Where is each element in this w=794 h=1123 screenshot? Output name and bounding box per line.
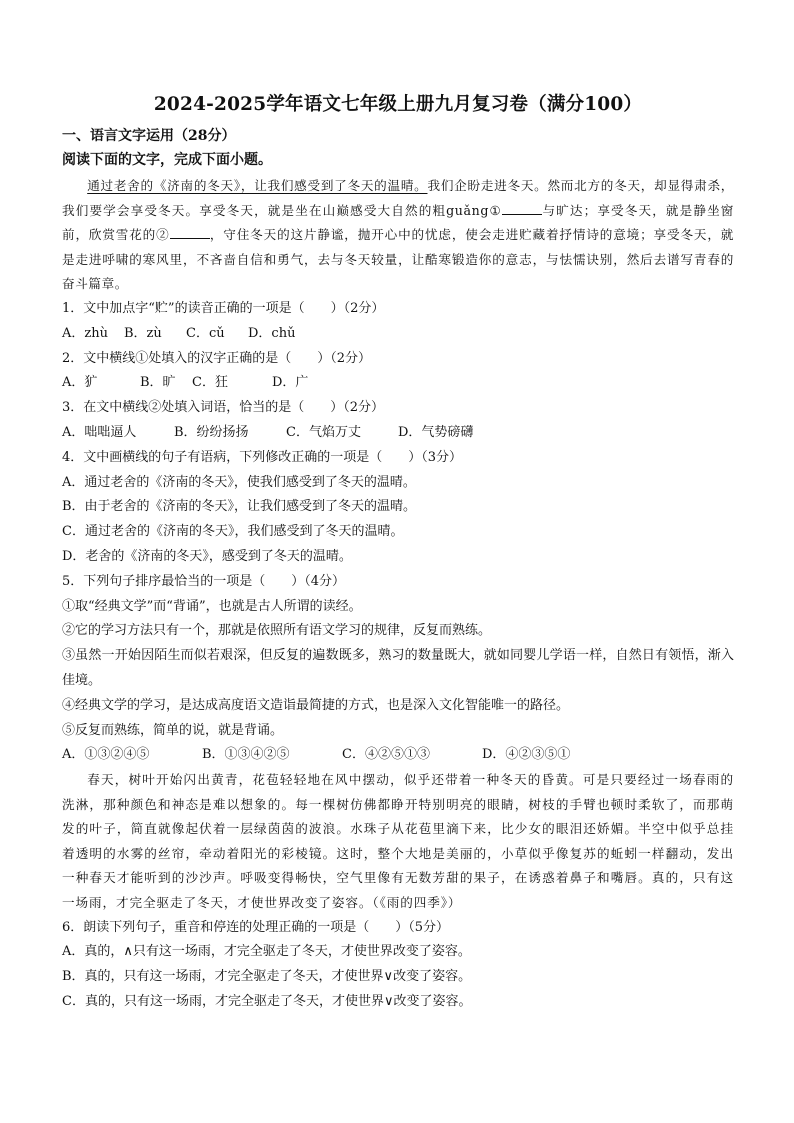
option-a: A．zhù (62, 325, 108, 341)
sentence-item: ①取“经典文学”而“背诵”，也就是古人所谓的读经。 (62, 598, 362, 614)
option-a: A．真的，∧只有这一场雨，才完全驱走了冬天，才使世界改变了姿容。 (62, 944, 471, 960)
option-b: B．真的，只有这一场雨，才完全驱走了冬天，才使世界∨改变了姿容。 (62, 969, 472, 985)
reading-passage-1 (62, 174, 734, 297)
question-2-options (62, 371, 734, 396)
option-a: A．①③②④⑤ (62, 747, 150, 763)
question-1-stem: 1．文中加点字“贮”的读音正确的一项是（ ）（2分） (62, 300, 385, 316)
option-c: C．真的，只有这一场雨，才完全驱走了冬天，才使世界∨改变了姿容。 (62, 994, 472, 1010)
option-c: C．狂 (192, 375, 228, 391)
reading-instruction: 阅读下面的文字，完成下面小题。 (62, 152, 272, 168)
sentence-item: ④经典文学的学习，是达成高度语文造诣最简捷的方式，也是深入文化智能唯一的路径。 (62, 697, 570, 713)
question-6-stem: 6．朗读下列句子，重音和停连的处理正确的一项是（ ）（5分） (62, 919, 450, 935)
section-heading: 一、语言文字运用（28分） (62, 128, 236, 144)
exam-page (62, 92, 734, 1015)
option-c: C．通过老舍的《济南的冬天》，我们感受到了冬天的温晴。 (62, 524, 404, 540)
question-3-options (62, 421, 734, 446)
option-b: B．①③④②⑤ (202, 747, 290, 763)
option-d: D．chǔ (248, 325, 296, 341)
option-b: B．zù (124, 325, 162, 341)
option-b: B．纷纷扬扬 (174, 424, 249, 440)
option-c: C．④②⑤①③ (342, 747, 430, 763)
option-d: D．④②③⑤① (482, 747, 571, 763)
question-2-stem: 2．文中横线①处填入的汉字正确的是（ ）（2分） (62, 350, 372, 366)
sentence-item: ②它的学习方法只有一个，那就是依照所有语文学习的规律，反复而熟练。 (62, 623, 492, 639)
option-d: D．广 (272, 375, 309, 391)
question-1-options (62, 322, 734, 347)
passage-text: ，守住冬天的这片静谧，抛开心中的忧虑，使会走进贮藏着抒情诗的意境；享受冬天，就是走进呼啸的寒风里，不吝啬自信和勇气，去与冬天较量，让酷寒锻造你的意志，与怯懦诀别，然后去谱写青春的奋斗篇章。 (62, 227, 734, 292)
question-5-stem: 5．下列句子排序最恰当的一项是（ ）（4分） (62, 573, 346, 589)
option-a: A．咄咄逼人 (62, 424, 137, 440)
question-4-stem: 4．文中画横线的句子有语病，下列修改正确的一项是（ ）（3分） (62, 449, 463, 465)
option-a: A．犷 (62, 375, 98, 391)
option-b: B．由于老舍的《济南的冬天》，让我们感受到了冬天的温晴。 (62, 499, 417, 515)
sentence-item: ⑤反复而熟练，简单的说，就是背诵。 (62, 722, 284, 738)
underlined-sentence: 通过老舍的《济南的冬天》，让我们感受到了冬天的温晴。 (87, 178, 428, 193)
option-d: D．老舍的《济南的冬天》，感受到了冬天的温晴。 (62, 548, 352, 564)
passage-text: 我们企盼走进冬天。然而北方的冬天，却显得肃杀，我们要学会享受冬天。享受冬天，就是坐在山巅感受大自然的粗guǎng① (62, 178, 734, 218)
blank-2 (170, 224, 210, 239)
exam-title: 2024-2025学年语文七年级上册九月复习卷（满分100） (153, 94, 643, 115)
passage-text: 与旷达；享受冬天，就是静坐窗前，欣赏雪花的② (62, 202, 735, 243)
question-3-stem: 3．在文中横线②处填入词语，恰当的是（ ）（2分） (62, 400, 385, 416)
option-d: D．气势磅礴 (398, 424, 474, 440)
option-a: A．通过老舍的《济南的冬天》，使我们感受到了冬天的温晴。 (62, 474, 416, 490)
option-c: C．气焰万丈 (286, 424, 361, 440)
sentence-item: ③虽然一开始因陌生而似若艰深，但反复的遍数既多，熟习的数量既大，就如同婴儿学语一样，自然日有领悟，渐入佳境。 (62, 648, 734, 688)
blank-1 (502, 200, 542, 215)
option-b: B．旷 (140, 375, 176, 391)
option-c: C．cǔ (186, 325, 225, 341)
question-5-options (62, 743, 734, 768)
reading-passage-2: 春天，树叶开始闪出黄青，花苞轻轻地在风中摆动，似乎还带着一种冬天的昏黄。可是只要经过一场春雨的洗淋，那种颜色和神态是难以想象的。每一棵树仿佛都睁开特别明亮的眼睛，树枝的手臂也顿时柔软了，而那萌发的叶子，简直就像起伏着一层绿茵茵的波浪。水珠子从花苞里滴下来，比少女的眼泪还娇媚。半空中似乎总挂着透明的水雾的丝帘，牵动着阳光的彩棱镜。这时，整个大地是美丽的，小草似乎像复苏的蚯蚓一样翻动，发出一种春天才能听到的沙沙声。呼吸变得畅快，空气里像有无数芳甜的果子，在诱惑着鼻子和嘴唇。真的，只有这一场雨，才完全驱走了冬天，才使世界改变了姿容。（《雨的四季》） (62, 772, 734, 911)
